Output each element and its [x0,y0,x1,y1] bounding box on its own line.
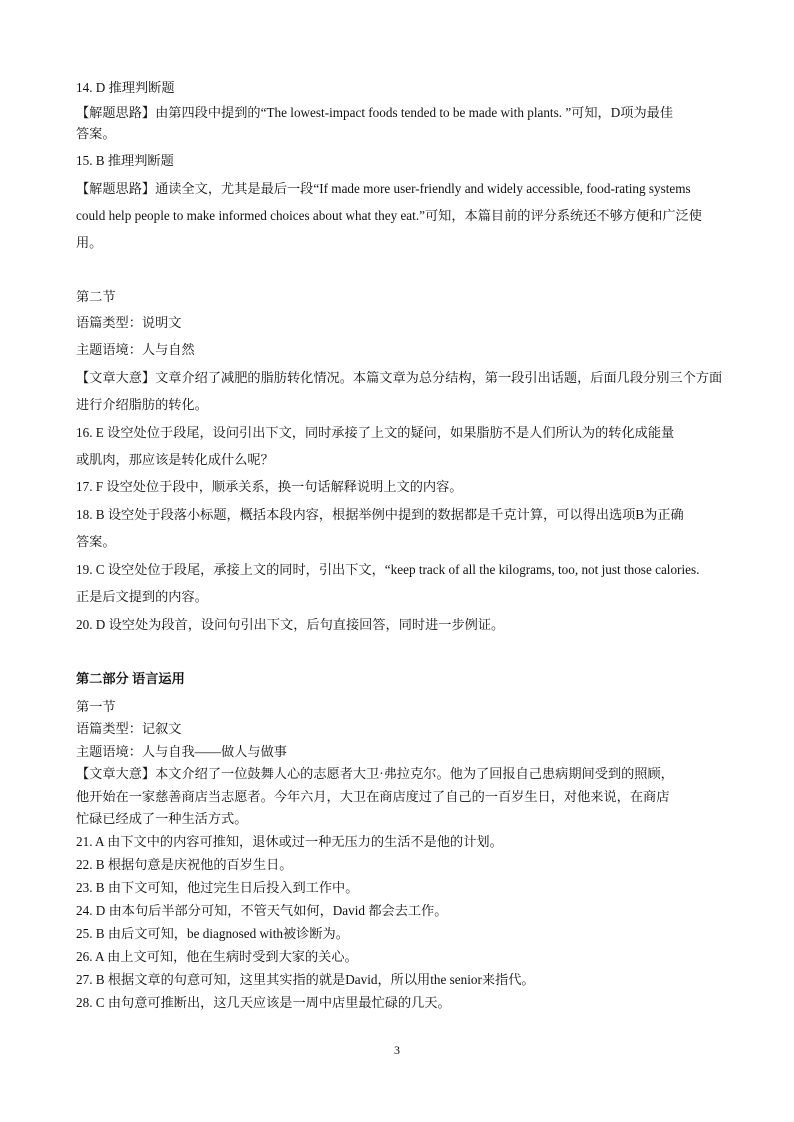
answer-26: 26. A 由上文可知，他在生病时受到大家的关心。 [76,949,358,964]
theme-context: 主题语境：人与自然 [76,342,195,357]
passage-summary-2: 【文章大意】本文介绍了一位鼓舞人心的志愿者大卫·弗拉克尔。他为了回报自己患病期间受到的照顾， [76,766,674,781]
text-type-2: 语篇类型：记叙文 [76,721,182,736]
answer-27: 27. B 根据文章的句意可知，这里其实指的就是David，所以用the senior来指代。 [76,972,535,987]
answer-25: 25. B 由后文可知，be diagnosed with被诊断为。 [76,926,349,941]
answer-15-explanation-end: 用。 [76,235,103,250]
text-type: 语篇类型：说明文 [76,315,182,330]
section-heading: 第二节 [76,289,116,304]
answer-14-heading: 14. D 推理判断题 [76,80,175,95]
answer-15-explanation: 【解题思路】通读全文，尤其是最后一段“If made more user-friendly and widely accessible, food-rating systems [76,181,691,196]
page-number: 3 [394,1043,400,1057]
answer-17: 17. F 设空处位于段中，顺承关系，换一句话解释说明上文的内容。 [76,479,463,494]
theme-context-2: 主题语境：人与自我——做人与做事 [76,744,287,759]
answer-15-explanation-cont: could help people to make informed choices about what they eat.”可知，本篇目前的评分系统还不够方便和广泛使 [76,208,702,223]
answer-23: 23. B 由下文可知，他过完生日后投入到工作中。 [76,880,359,895]
answer-16: 16. E 设空处位于段尾，设问引出下文，同时承接了上文的疑问，如果脂肪不是人们所认为的转化成能量 [76,425,675,440]
answer-18-cont: 答案。 [76,534,116,549]
answer-22: 22. B 根据句意是庆祝他的百岁生日。 [76,857,293,872]
answer-14-explanation: 【解题思路】由第四段中提到的“The lowest-impact foods tended to be made with plants. ”可知，D项为最佳 [76,105,674,120]
answer-20: 20. D 设空处为段首，设问句引出下文，后句直接回答，同时进一步例证。 [76,617,505,632]
answer-18: 18. B 设空处于段落小标题，概括本段内容，根据举例中提到的数据都是千克计算，可以得出选项B为正确 [76,507,684,522]
answer-24: 24. D 由本句后半部分可知，不管天气如何，David 都会去工作。 [76,903,448,918]
answer-19: 19. C 设空处位于段尾，承接上文的同时，引出下文，“keep track of all the kilograms, too, not just those calories. [76,562,700,577]
passage-summary-2-cont: 他开始在一家慈善商店当志愿者。今年六月，大卫在商店度过了自己的一百岁生日，对他来说，在商店 [76,789,670,804]
answer-19-cont: 正是后文提到的内容。 [76,589,208,604]
passage-summary: 【文章大意】文章介绍了减肥的脂肪转化情况。本篇文章为总分结构，第一段引出话题，后面几段分别三个方面 [76,370,723,385]
passage-summary-cont: 进行介绍脂肪的转化。 [76,397,208,412]
answer-21: 21. A 由下文中的内容可推知，退休或过一种无压力的生活不是他的计划。 [76,834,503,849]
answer-28: 28. C 由句意可推断出，这几天应该是一周中店里最忙碌的几天。 [76,995,451,1010]
answer-15-heading: 15. B 推理判断题 [76,153,174,168]
answer-14-explanation-cont: 答案。 [76,126,116,141]
part-heading: 第二部分 语言运用 [76,671,185,686]
passage-summary-2-end: 忙碌已经成了一种生活方式。 [76,811,248,826]
answer-16-cont: 或肌肉，那应该是转化成什么呢？ [76,452,274,467]
subsection-heading: 第一节 [76,699,116,714]
